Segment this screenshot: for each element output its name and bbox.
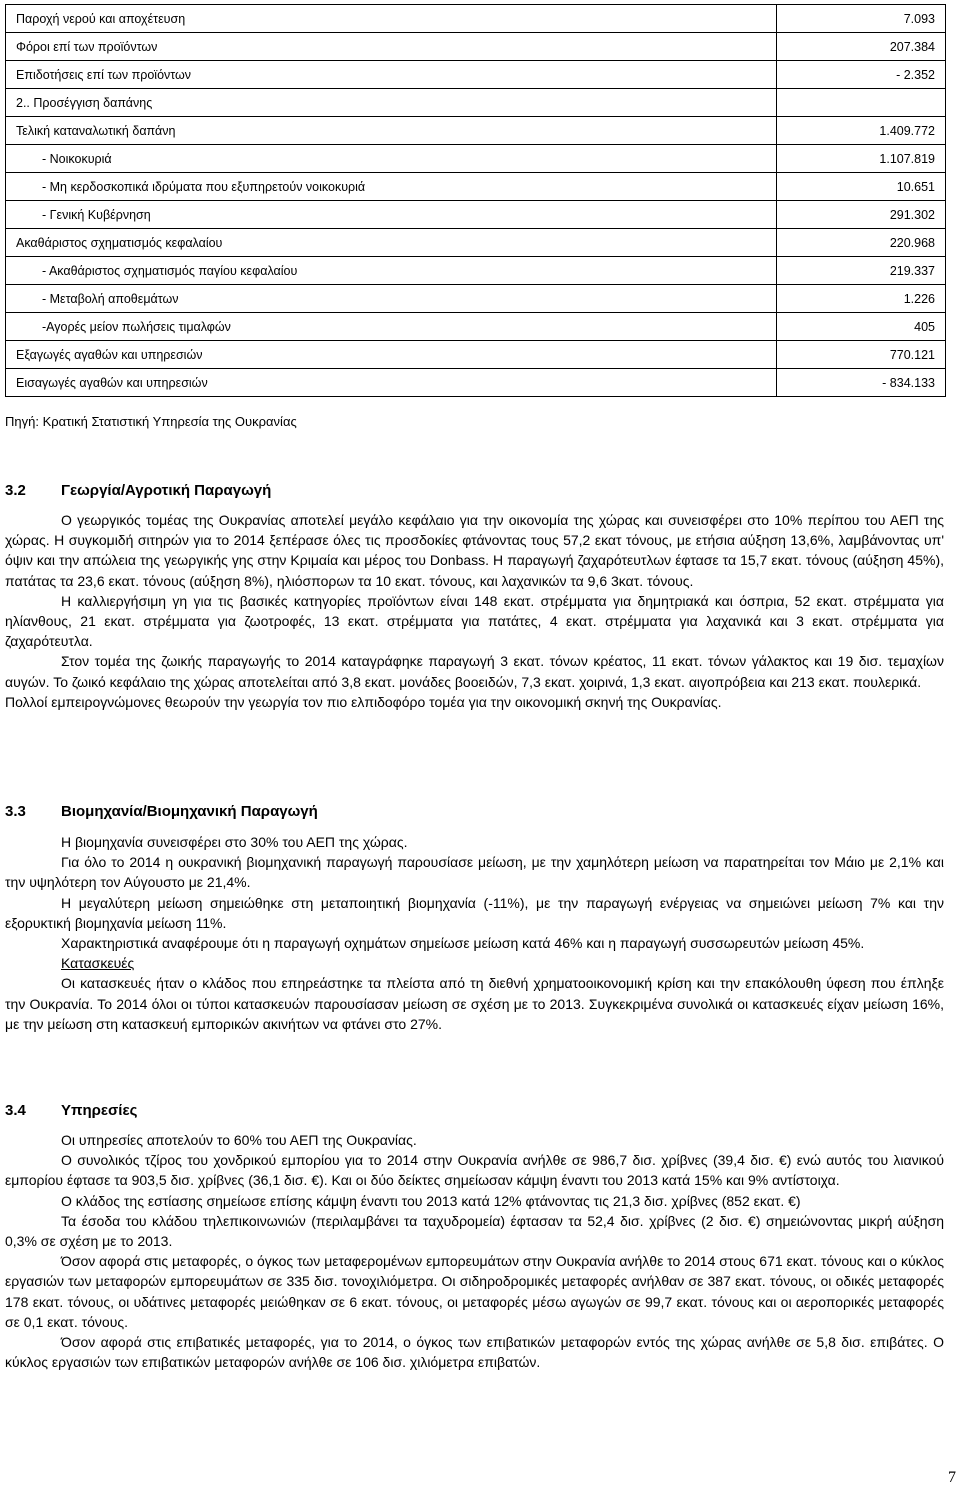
section-3-3-body [5,832,944,1034]
table-source-note: Πηγή: Κρατική Στατιστική Υπηρεσία της Ουκρανίας [5,414,297,429]
page-number: 7 [948,1469,956,1486]
row-label: - Γενική Κυβέρνηση [6,201,777,229]
row-label: Επιδοτήσεις επί των προϊόντων [6,61,777,89]
paragraph: Πολλοί εμπειρογνώμονες θεωρούν την γεωργία τον πιο ελπιδοφόρο τομέα για την οικονομική σκηνή της Ουκρανίας. [5,693,722,710]
section-number: 3.2 [5,482,26,499]
table-row [6,229,946,257]
row-label: - Ακαθάριστος σχηματισμός παγίου κεφαλαίου [6,257,777,285]
row-value: 220.968 [777,229,946,257]
row-label: Φόροι επί των προϊόντων [6,33,777,61]
paragraph: Τα έσοδα του κλάδου τηλεπικοινωνιών (περιλαμβάνει τα ταχυδρομεία) έφτασαν τα 52,4 δισ. χρίβνες (2 δισ. €) σημειώνοντας μικρή αύξηση 0,3% σε σχέση με το 2013. [5,1212,944,1250]
row-label: - Μη κερδοσκοπικά ιδρύματα που εξυπηρετούν νοικοκυριά [6,173,777,201]
table-row [6,5,946,33]
section-3-2-body [5,510,944,712]
row-label: Ακαθάριστος σχηματισμός κεφαλαίου [6,229,777,257]
row-label: Εισαγωγές αγαθών και υπηρεσιών [6,369,777,397]
table-row [6,173,946,201]
table-row [6,257,946,285]
paragraph: Στον τομέα της ζωικής παραγωγής το 2014 καταγράφηκε παραγωγή 3 εκατ. τόνων κρέατος, 11 εκατ. τόνων γάλακτος και 19 δισ. τεμαχίων αυγών. Το ζωικό κεφάλαιο της χώρας αποτελείται από 3,8 εκατ. μονάδες βοοειδών, 7,3 εκατ. χοιρινά, 1,3 εκατ. αιγοπρόβεια και 213 εκατ. πουλερικά. [5,653,944,690]
gdp-table [5,4,946,397]
table-row [6,61,946,89]
gdp-table-body [6,5,946,397]
section-3-4-body [5,1130,944,1372]
row-value: - 834.133 [777,369,946,397]
row-value: 10.651 [777,173,946,201]
row-label: Εξαγωγές αγαθών και υπηρεσιών [6,341,777,369]
paragraph: Ο κλάδος της εστίασης σημείωσε επίσης κάμψη έναντι του 2013 κατά 12% φτάνοντας τις 21,3 δισ. χρίβνες (852 εκατ. €) [61,1192,801,1209]
row-value: 219.337 [777,257,946,285]
section-3-4-heading [5,1102,137,1119]
table-row [6,285,946,313]
row-label: Τελική καταναλωτική δαπάνη [6,117,777,145]
paragraph: Ο συνολικός τζίρος του χονδρικού εμπορίου για το 2014 στην Ουκρανία ανήλθε σε 986,7 δισ. χρίβνες (39,4 δισ. €) ενώ αυτός του λιανικού εμπορίου έφτασε τα 903,5 δισ. χρίβνες (36,1 δισ. €). Και οι δύο δείκτες σημείωσαν κάμψη έναντι του 2013 κατά 15% και 9% αντίστοιχα. [5,1152,944,1189]
row-value: 405 [777,313,946,341]
paragraph: Ο γεωργικός τομέας της Ουκρανίας αποτελεί μεγάλο κεφάλαιο για την οικονομία της χώρας και συνεισφέρει στο 10% περίπου του ΑΕΠ της χώρας. Η συγκομιδή σιτηρών για το 2014 ξεπέρασε όλες τις προσδοκίες φτάνοντας τους 57,2 εκατ τόνους, με ετήσια αύξηση 13,6%, λαμβάνοντας υπ' όψιν και την απώλεια της γεωργικής γης στην Κριμαία και μέρος του Donbass. Η παραγωγή ζαχαρότευτλων έφτασε τα 15,7 εκατ. τόνους (αύξηση 45%), πατάτας τα 23,6 εκατ. τόνους (αύξηση 8%), ηλιόσπορων τα 10 εκατ. τόνους, και λαχανικών τα 9,6 3κατ. τόνους. [5,512,944,589]
row-value: 291.302 [777,201,946,229]
paragraph: Η καλλιεργήσιμη γη για τις βασικές κατηγορίες προϊόντων είναι 148 εκατ. στρέμματα για δημητριακά και όσπρια, 52 εκατ. στρέμματα για ηλίανθους, 21 εκατ. στρέμματα για ζωοτροφές, 13 εκατ. στρέμματα για πατάτες, 4 εκατ. στρέμματα για λαχανικά και 3 εκατ. στρέμματα για ζαχαρότευτλα. [5,592,944,650]
row-label: 2.. Προσέγγιση δαπάνης [6,89,777,117]
paragraph: Η μεγαλύτερη μείωση σημειώθηκε στη μεταποιητική βιομηχανία (-11%), με την παραγωγή ενέργειας να σημειώνει μείωση 7% και την εξορυκτική βιομηχανία μείωση 11%. [5,894,944,931]
section-3-3-heading [5,803,318,820]
row-value [777,89,946,117]
row-value: 7.093 [777,5,946,33]
section-3-2-heading [5,482,271,499]
row-label: - Μεταβολή αποθεμάτων [6,285,777,313]
table-row [6,89,946,117]
row-value: 1.409.772 [777,117,946,145]
section-number: 3.4 [5,1102,26,1119]
table-row [6,341,946,369]
paragraph: Όσον αφορά στις επιβατικές μεταφορές, για το 2014, ο όγκος των επιβατικών μεταφορών εντός της χώρας ανήλθε σε 5,8 δισ. επιβάτες. Ο κύκλος εργασιών των επιβατικών μεταφορών ανήλθε σε 106 δισ. χιλιόμετρα επιβατών. [5,1334,944,1371]
paragraph: Όσον αφορά στις μεταφορές, ο όγκος των μεταφερομένων εμπορευμάτων στην Ουκρανία ανήλθε το 2014 στους 671 εκατ. τόνους και ο κύκλος εργασιών των μεταφορών εμπορευμάτων σε 335 δισ. τονοχιλιόμετρα. Οι σιδηροδρομικές μεταφορές ανήλθαν σε 387 εκατ. τόνους, οι οδικές μεταφορές 178 εκατ. τόνους, οι υδάτινες μεταφορές μειώθηκαν σε 6 εκατ. τόνους, οι μεταφορές μέσω αγωγών σε 99,7 εκατ. τόνους και οι αεροπορικές μεταφορές σε 0,1 εκατ. τόνους. [5,1253,944,1330]
paragraph: Οι κατασκευές ήταν ο κλάδος που επηρεάστηκε τα πλείστα από τη διεθνή χρηματοοικονομική κρίση και την επακόλουθη ύφεση που έπληξε την Ουκρανία. Το 2014 όλοι οι τύποι κατασκευών παρουσίασαν μείωση σε σχέση με το 2013. Συγκεκριμένα συνολικά οι κατασκευές είχαν μείωση 16%, με την μείωση στη κατασκευή εμπορικών ακινήτων να φτάνει στο 27%. [5,975,944,1032]
table-row [6,369,946,397]
row-value: - 2.352 [777,61,946,89]
row-value: 207.384 [777,33,946,61]
table-row [6,201,946,229]
row-label: Παροχή νερού και αποχέτευση [6,5,777,33]
paragraph: Οι υπηρεσίες αποτελούν το 60% του ΑΕΠ της Ουκρανίας. [61,1132,417,1148]
table-row [6,117,946,145]
table-row [6,313,946,341]
section-title: Βιομηχανία/Βιομηχανική Παραγωγή [61,803,318,820]
paragraph: Χαρακτηριστικά αναφέρουμε ότι η παραγωγή οχημάτων σημείωσε μείωση κατά 46% και η παραγωγή συσσωρευτών μείωση 45%. [61,935,865,952]
section-number: 3.3 [5,803,26,820]
row-value: 770.121 [777,341,946,369]
section-title: Υπηρεσίες [61,1102,138,1119]
row-value: 1.107.819 [777,145,946,173]
subheading-constructions: Κατασκευές [61,955,135,972]
paragraph: Για όλο το 2014 η ουκρανική βιομηχανική παραγωγή παρουσίασε μείωση, με την χαμηλότερη μείωση να παρατηρείται τον Μάιο με 2,1% και την υψηλότερη τον Αύγουστο με 21,4%. [5,854,944,891]
section-title: Γεωργία/Αγροτική Παραγωγή [61,482,272,499]
paragraph: Η βιομηχανία συνεισφέρει στο 30% του ΑΕΠ της χώρας. [61,834,408,850]
row-label: - Νοικοκυριά [6,145,777,173]
row-label: -Αγορές μείον πωλήσεις τιμαλφών [6,313,777,341]
row-value: 1.226 [777,285,946,313]
table-row [6,33,946,61]
table-row [6,145,946,173]
